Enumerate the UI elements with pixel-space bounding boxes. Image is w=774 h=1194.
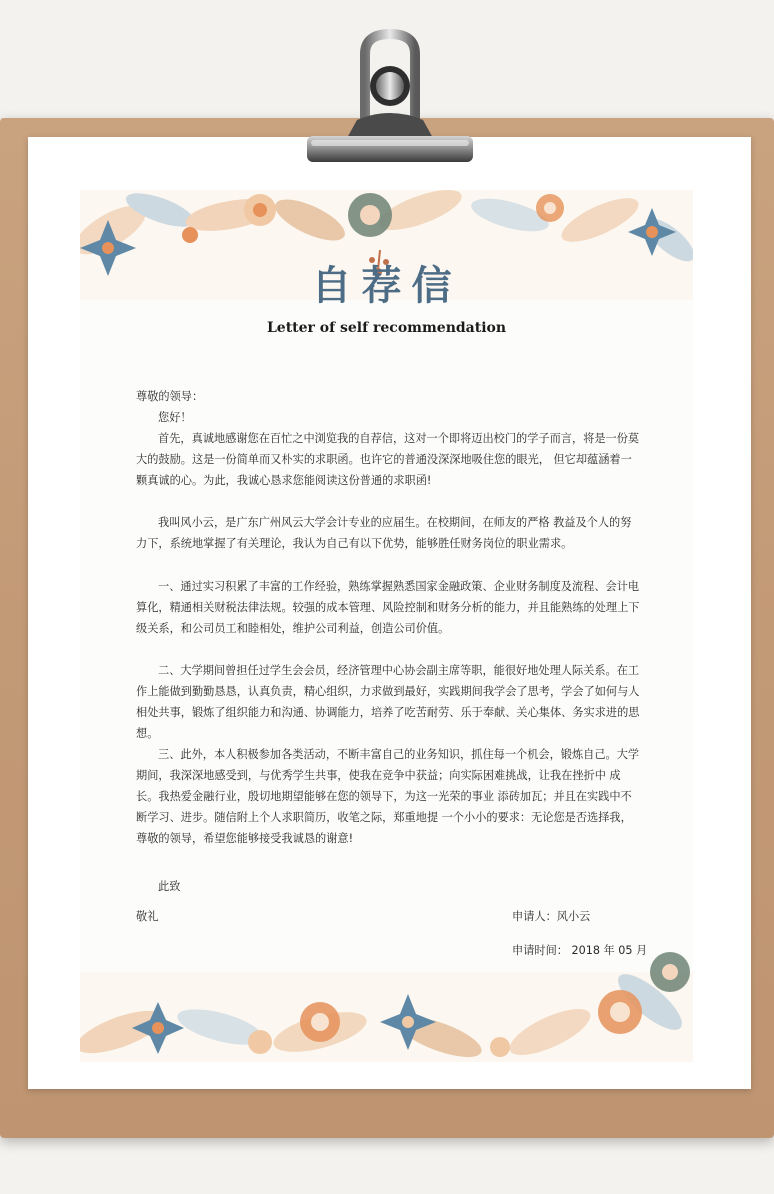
paragraph-4: 二、大学期间曾担任过学生会会员，经济管理中心协会副主席等职，能很好地处理人际关系。在工作上能做到勤勤恳恳，认真负责，精心组织，力求做到最好，实践期间我学会了思考，学会了如何与人相处共事，锻炼了组织能力和沟通、协调能力，培养了吃苦耐劳、乐于奉献、关心集体、务实求进的思想。	[136, 664, 640, 740]
greeting: 您好！	[158, 411, 192, 424]
application-date: 申请时间： 2018 年 05 月	[512, 944, 648, 957]
salutation: 尊敬的领导：	[136, 390, 204, 403]
paragraph-2: 我叫风小云，是广东广州风云大学会计专业的应届生。在校期间，在师友的严格 教益及个人的努力下，系统地掌握了有关理论，我认为自己有以下优势，能够胜任财务岗位的职业需求。	[136, 516, 632, 550]
binder-clip-icon	[305, 26, 475, 176]
floral-border-bottom	[80, 932, 693, 1062]
paragraph-1: 首先，真诚地感谢您在百忙之中浏览我的自荐信，这对一个即将迈出校门的学子而言，将是一份莫大的鼓励。这是一份简单而又朴实的求职函。也许它的普通没深深地吸住您的眼光， 但它却蕴涵着一颗真诚的心。为此，我诚心恳求您能阅读这份普通的求职函!	[136, 432, 640, 487]
closing-line-1: 此致	[158, 880, 181, 893]
paragraph-3: 一、通过实习积累了丰富的工作经验，熟练掌握熟悉国家金融政策、企业财务制度及流程、会计电算化，精通相关财税法律法规。较强的成本管理、风险控制和财务分析的能力，并且能熟练的处理上下级关系，和公司员工和睦相处，维护公司利益，创造公司价值。	[136, 580, 640, 635]
closing-line-2: 敬礼	[136, 910, 159, 923]
letter-page	[80, 190, 693, 1062]
applicant-name: 申请人：风小云	[512, 910, 591, 923]
paragraph-5: 三、此外，本人积极参加各类活动，不断丰富自己的业务知识，抓住每一个机会，锻炼自己。大学期间，我深深地感受到，与优秀学生共事，使我在竞争中获益；向实际困难挑战，让我在挫折中 成长。我热爱金融行业，殷切地期望能够在您的领导下，为这一光荣的事业 添砖加瓦；并且在实践中不断学习、进步。随信附上个人求职简历，收笔之际，郑重地提 一个小小的要求：无论您是否选择我，尊敬的领导，希望您能够接受我诚恳的谢意!	[136, 748, 640, 845]
letter-title: 自荐信	[311, 262, 462, 309]
letter-subtitle: Letter of self recommendation	[266, 320, 507, 336]
